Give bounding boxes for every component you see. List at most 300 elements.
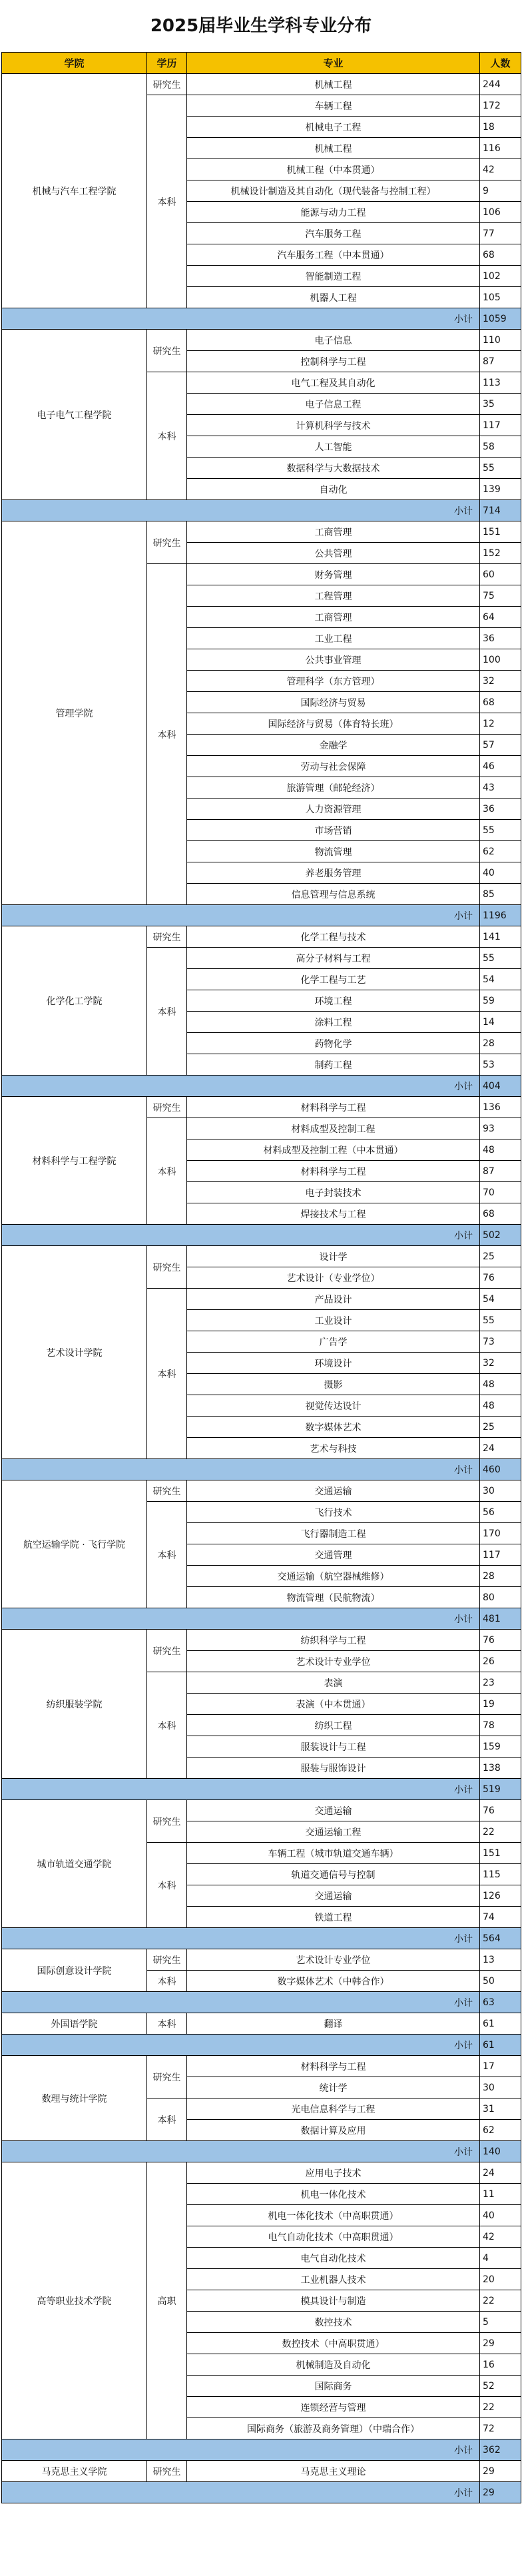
degree-level: 本科 [147,2098,187,2141]
major-name: 数控技术（中高职贯通） [187,2333,480,2354]
major-name: 劳动与社会保障 [187,756,480,777]
degree-level: 研究生 [147,2461,187,2482]
graduate-count: 55 [480,948,521,969]
major-name: 交通运输（航空器械维修） [187,1566,480,1587]
graduate-count: 170 [480,1523,521,1544]
graduate-count: 24 [480,1438,521,1459]
graduate-count: 76 [480,1630,521,1651]
subtotal-row [2,1928,521,1949]
degree-level: 本科 [147,1289,187,1459]
major-name: 国际经济与贸易 [187,692,480,713]
major-name: 化学工程与技术 [187,926,480,948]
subtotal-row [2,2482,521,2503]
major-name: 交通运输 [187,1885,480,1907]
graduate-count: 18 [480,117,521,138]
graduate-count: 48 [480,1139,521,1161]
subtotal-row [2,1076,521,1097]
major-name: 公共事业管理 [187,649,480,671]
college-name: 数理与统计学院 [2,2056,147,2141]
graduate-count: 40 [480,2205,521,2226]
degree-level: 研究生 [147,1246,187,1289]
subtotal-row [2,1992,521,2013]
subtotal-row [2,1608,521,1630]
major-name: 机械设计制造及其自动化（现代装备与控制工程） [187,180,480,202]
degree-level: 本科 [147,2013,187,2035]
major-name: 铁道工程 [187,1907,480,1928]
major-name: 飞行器制造工程 [187,1523,480,1544]
major-name: 连锁经营与管理 [187,2397,480,2418]
major-name: 国际商务 [187,2376,480,2397]
major-name: 工商管理 [187,521,480,543]
major-name: 艺术设计专业学位 [187,1949,480,1971]
table-row [2,1630,521,1651]
major-name: 数据科学与大数据技术 [187,458,480,479]
degree-level: 本科 [147,95,187,308]
major-name: 设计学 [187,1246,480,1267]
major-name: 汽车服务工程 [187,223,480,244]
graduate-count: 110 [480,330,521,351]
table-row [2,1480,521,1502]
college-name: 机械与汽车工程学院 [2,74,147,308]
graduate-count: 57 [480,735,521,756]
major-name: 表演 [187,1672,480,1694]
college-name: 国际创意设计学院 [2,1949,147,1992]
graduate-count: 87 [480,351,521,372]
graduate-count: 23 [480,1672,521,1694]
major-name: 环境工程 [187,990,480,1012]
graduate-count: 22 [480,1821,521,1843]
subtotal-value: 714 [480,500,521,521]
degree-level: 本科 [147,372,187,500]
graduate-count: 117 [480,1544,521,1566]
graduate-count: 116 [480,138,521,159]
graduate-count: 53 [480,1054,521,1076]
graduate-count: 73 [480,1331,521,1353]
graduate-count: 58 [480,436,521,458]
table-row [2,2162,521,2184]
degree-level: 研究生 [147,330,187,372]
table-header-row [2,53,521,74]
major-name: 机电一体化技术（中高职贯通） [187,2205,480,2226]
graduate-count: 28 [480,1033,521,1054]
degree-level: 本科 [147,1672,187,1779]
major-name: 产品设计 [187,1289,480,1310]
major-name: 模具设计与制造 [187,2290,480,2312]
graduate-count: 55 [480,458,521,479]
college-name: 航空运输学院 · 飞行学院 [2,1480,147,1608]
major-name: 工商管理 [187,607,480,628]
major-name: 药物化学 [187,1033,480,1054]
major-name: 工业工程 [187,628,480,649]
college-name: 艺术设计学院 [2,1246,147,1459]
subtotal-label: 小计 [2,2482,480,2503]
subtotal-value: 502 [480,1225,521,1246]
major-distribution-table [1,52,521,2503]
graduate-count: 14 [480,1012,521,1033]
degree-level: 研究生 [147,521,187,564]
subtotal-value: 140 [480,2141,521,2162]
graduate-count: 48 [480,1374,521,1395]
graduate-count: 60 [480,564,521,585]
college-name: 城市轨道交通学院 [2,1800,147,1928]
major-name: 电气自动化技术（中高职贯通） [187,2226,480,2248]
graduate-count: 76 [480,1800,521,1821]
graduate-count: 55 [480,820,521,841]
graduate-count: 105 [480,287,521,308]
major-name: 电气自动化技术 [187,2248,480,2269]
subtotal-label: 小计 [2,1608,480,1630]
degree-level: 本科 [147,1502,187,1608]
degree-level: 研究生 [147,1949,187,1971]
subtotal-row [2,1225,521,1246]
subtotal-label: 小计 [2,1928,480,1949]
major-name: 市场营销 [187,820,480,841]
major-name: 纺织工程 [187,1715,480,1736]
table-row [2,926,521,948]
major-name: 交通运输 [187,1480,480,1502]
major-name: 公共管理 [187,543,480,564]
college-name: 马克思主义学院 [2,2461,147,2482]
major-name: 材料科学与工程 [187,2056,480,2077]
header-major: 专业 [187,53,480,74]
degree-level: 高职 [147,2162,187,2439]
graduate-count: 48 [480,1395,521,1417]
graduate-count: 46 [480,756,521,777]
graduate-count: 13 [480,1949,521,1971]
major-name: 数字媒体艺术 [187,1417,480,1438]
major-name: 纺织科学与工程 [187,1630,480,1651]
major-name: 数字媒体艺术（中韩合作） [187,1971,480,1992]
table-row [2,521,521,543]
major-name: 车辆工程（城市轨道交通车辆） [187,1843,480,1864]
subtotal-label: 小计 [2,2141,480,2162]
graduate-count: 77 [480,223,521,244]
major-name: 机械制造及自动化 [187,2354,480,2376]
college-name: 化学化工学院 [2,926,147,1076]
major-name: 焊接技术与工程 [187,1203,480,1225]
subtotal-label: 小计 [2,308,480,330]
major-name: 控制科学与工程 [187,351,480,372]
graduate-count: 100 [480,649,521,671]
major-name: 旅游管理（邮轮经济） [187,777,480,799]
major-name: 国际商务（旅游及商务管理）（中瑞合作） [187,2418,480,2439]
graduate-count: 42 [480,2226,521,2248]
major-name: 能源与动力工程 [187,202,480,223]
major-name: 工业机器人技术 [187,2269,480,2290]
table-row [2,74,521,95]
subtotal-value: 63 [480,1992,521,2013]
major-name: 数控技术 [187,2312,480,2333]
major-name: 统计学 [187,2077,480,2098]
major-name: 智能制造工程 [187,266,480,287]
graduate-count: 5 [480,2312,521,2333]
subtotal-label: 小计 [2,1225,480,1246]
graduate-count: 70 [480,1182,521,1203]
graduate-count: 50 [480,1971,521,1992]
major-name: 汽车服务工程（中本贯通） [187,244,480,266]
major-name: 自动化 [187,479,480,500]
college-name: 管理学院 [2,521,147,905]
subtotal-label: 小计 [2,2439,480,2461]
graduate-count: 72 [480,2418,521,2439]
graduate-count: 68 [480,692,521,713]
degree-level: 本科 [147,1118,187,1225]
major-name: 管理科学（东方管理） [187,671,480,692]
table-row [2,330,521,351]
major-name: 信息管理与信息系统 [187,884,480,905]
page-title: 2025届毕业生学科专业分布 [150,16,372,36]
major-name: 机械工程（中本贯通） [187,159,480,180]
major-name: 机械工程 [187,138,480,159]
major-name: 机器人工程 [187,287,480,308]
degree-level: 本科 [147,1843,187,1928]
header-degree: 学历 [147,53,187,74]
major-name: 光电信息科学与工程 [187,2098,480,2120]
major-name: 翻译 [187,2013,480,2035]
major-name: 材料成型及控制工程 [187,1118,480,1139]
college-name: 纺织服装学院 [2,1630,147,1779]
degree-level: 研究生 [147,2056,187,2098]
graduate-count: 62 [480,841,521,862]
subtotal-row [2,1459,521,1480]
major-name: 广告学 [187,1331,480,1353]
subtotal-label: 小计 [2,1459,480,1480]
graduate-count: 152 [480,543,521,564]
graduate-count: 24 [480,2162,521,2184]
major-name: 材料科学与工程 [187,1097,480,1118]
subtotal-label: 小计 [2,1779,480,1800]
graduate-count: 78 [480,1715,521,1736]
major-name: 工程管理 [187,585,480,607]
subtotal-value: 1196 [480,905,521,926]
major-name: 机械电子工程 [187,117,480,138]
major-name: 视觉传达设计 [187,1395,480,1417]
graduate-count: 136 [480,1097,521,1118]
graduate-count: 87 [480,1161,521,1182]
subtotal-value: 29 [480,2482,521,2503]
degree-level: 研究生 [147,74,187,95]
degree-level: 研究生 [147,1097,187,1118]
graduate-count: 151 [480,521,521,543]
major-name: 艺术设计专业学位 [187,1651,480,1672]
major-name: 物流管理 [187,841,480,862]
table-row [2,1097,521,1118]
graduate-count: 32 [480,1353,521,1374]
major-name: 物流管理（民航物流） [187,1587,480,1608]
graduate-count: 93 [480,1118,521,1139]
major-name: 材料成型及控制工程（中本贯通） [187,1139,480,1161]
graduate-count: 29 [480,2461,521,2482]
college-name: 电子电气工程学院 [2,330,147,500]
graduate-count: 4 [480,2248,521,2269]
graduate-count: 43 [480,777,521,799]
subtotal-row [2,1779,521,1800]
graduate-count: 102 [480,266,521,287]
major-name: 工业设计 [187,1310,480,1331]
graduate-count: 11 [480,2184,521,2205]
major-name: 环境设计 [187,1353,480,1374]
subtotal-label: 小计 [2,500,480,521]
graduate-count: 68 [480,1203,521,1225]
graduate-count: 54 [480,969,521,990]
header-college: 学院 [2,53,147,74]
graduate-count: 30 [480,2077,521,2098]
major-name: 服装设计与工程 [187,1736,480,1758]
major-name: 财务管理 [187,564,480,585]
graduate-count: 17 [480,2056,521,2077]
graduate-count: 22 [480,2397,521,2418]
graduate-count: 25 [480,1246,521,1267]
major-name: 计算机科学与技术 [187,415,480,436]
graduate-count: 16 [480,2354,521,2376]
graduate-count: 68 [480,244,521,266]
major-name: 化学工程与工艺 [187,969,480,990]
major-name: 交通运输工程 [187,1821,480,1843]
graduate-count: 139 [480,479,521,500]
subtotal-value: 481 [480,1608,521,1630]
degree-level: 本科 [147,1971,187,1992]
subtotal-row [2,308,521,330]
graduate-count: 85 [480,884,521,905]
subtotal-value: 61 [480,2035,521,2056]
subtotal-value: 362 [480,2439,521,2461]
college-name: 材料科学与工程学院 [2,1097,147,1225]
major-name: 高分子材料与工程 [187,948,480,969]
header-count: 人数 [480,53,521,74]
major-name: 艺术设计（专业学位） [187,1267,480,1289]
graduate-count: 59 [480,990,521,1012]
graduate-count: 36 [480,799,521,820]
graduate-count: 54 [480,1289,521,1310]
major-name: 轨道交通信号与控制 [187,1864,480,1885]
major-name: 国际经济与贸易（体育特长班） [187,713,480,735]
subtotal-label: 小计 [2,1992,480,2013]
graduate-count: 106 [480,202,521,223]
subtotal-row [2,2141,521,2162]
graduate-count: 35 [480,394,521,415]
major-name: 养老服务管理 [187,862,480,884]
graduate-count: 117 [480,415,521,436]
major-name: 车辆工程 [187,95,480,117]
graduate-count: 28 [480,1566,521,1587]
major-name: 人力资源管理 [187,799,480,820]
subtotal-label: 小计 [2,905,480,926]
major-name: 电子信息工程 [187,394,480,415]
major-name: 涂料工程 [187,1012,480,1033]
college-name: 外国语学院 [2,2013,147,2035]
graduate-count: 32 [480,671,521,692]
major-name: 马克思主义理论 [187,2461,480,2482]
graduate-count: 159 [480,1736,521,1758]
graduate-count: 62 [480,2120,521,2141]
degree-level: 研究生 [147,1480,187,1502]
major-name: 应用电子技术 [187,2162,480,2184]
major-name: 数据计算及应用 [187,2120,480,2141]
graduate-count: 126 [480,1885,521,1907]
graduate-count: 20 [480,2269,521,2290]
subtotal-row [2,500,521,521]
graduate-count: 61 [480,2013,521,2035]
major-name: 人工智能 [187,436,480,458]
graduate-count: 52 [480,2376,521,2397]
graduate-count: 26 [480,1651,521,1672]
graduate-count: 29 [480,2333,521,2354]
subtotal-label: 小计 [2,2035,480,2056]
major-name: 电气工程及其自动化 [187,372,480,394]
graduate-count: 31 [480,2098,521,2120]
graduate-count: 115 [480,1864,521,1885]
graduate-count: 76 [480,1267,521,1289]
graduate-count: 138 [480,1758,521,1779]
table-row [2,2013,521,2035]
graduate-count: 64 [480,607,521,628]
major-name: 金融学 [187,735,480,756]
degree-level: 本科 [147,564,187,905]
graduate-count: 55 [480,1310,521,1331]
major-name: 材料科学与工程 [187,1161,480,1182]
table-row [2,1949,521,1971]
graduate-count: 172 [480,95,521,117]
graduate-count: 25 [480,1417,521,1438]
major-name: 制药工程 [187,1054,480,1076]
graduate-count: 141 [480,926,521,948]
graduate-count: 56 [480,1502,521,1523]
major-name: 艺术与科技 [187,1438,480,1459]
major-name: 电子封装技术 [187,1182,480,1203]
degree-level: 研究生 [147,926,187,948]
major-name: 交通运输 [187,1800,480,1821]
major-name: 表演（中本贯通） [187,1694,480,1715]
degree-level: 研究生 [147,1630,187,1672]
table-row [2,1246,521,1267]
table-row [2,2461,521,2482]
graduate-count: 40 [480,862,521,884]
major-name: 机械工程 [187,74,480,95]
degree-level: 研究生 [147,1800,187,1843]
graduate-count: 244 [480,74,521,95]
graduate-count: 151 [480,1843,521,1864]
subtotal-value: 460 [480,1459,521,1480]
graduate-count: 22 [480,2290,521,2312]
subtotal-label: 小计 [2,1076,480,1097]
graduate-count: 74 [480,1907,521,1928]
graduate-count: 36 [480,628,521,649]
major-name: 服装与服饰设计 [187,1758,480,1779]
subtotal-value: 519 [480,1779,521,1800]
table-body [2,74,521,2503]
subtotal-value: 1059 [480,308,521,330]
subtotal-row [2,2035,521,2056]
major-name: 摄影 [187,1374,480,1395]
major-name: 飞行技术 [187,1502,480,1523]
subtotal-value: 404 [480,1076,521,1097]
subtotal-row [2,2439,521,2461]
major-name: 电子信息 [187,330,480,351]
subtotal-value: 564 [480,1928,521,1949]
graduate-count: 30 [480,1480,521,1502]
graduate-count: 80 [480,1587,521,1608]
graduate-count: 9 [480,180,521,202]
degree-level: 本科 [147,948,187,1076]
graduate-count: 75 [480,585,521,607]
subtotal-row [2,905,521,926]
graduate-count: 113 [480,372,521,394]
graduate-count: 42 [480,159,521,180]
graduate-count: 19 [480,1694,521,1715]
major-name: 交通管理 [187,1544,480,1566]
college-name: 高等职业技术学院 [2,2162,147,2439]
graduate-count: 12 [480,713,521,735]
